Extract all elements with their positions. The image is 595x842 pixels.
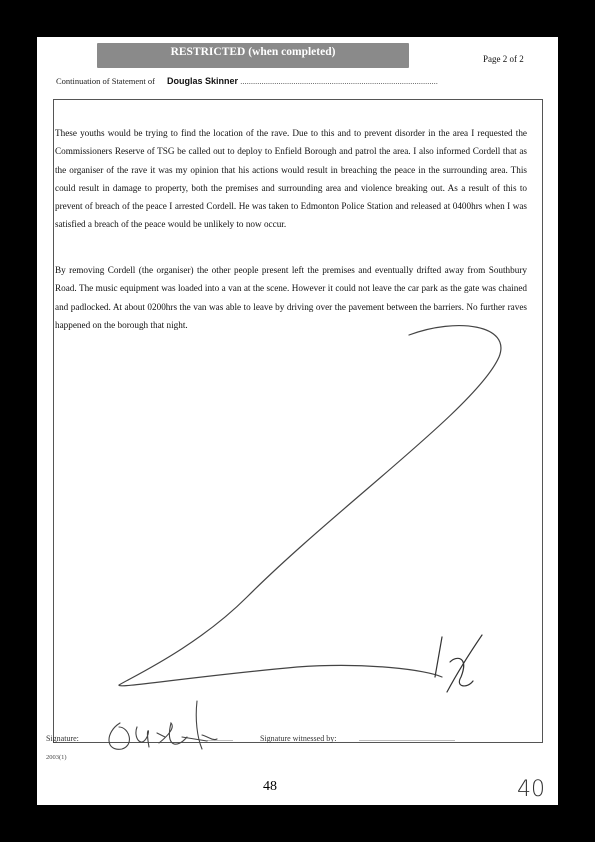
continuation-label: Continuation of Statement of — [56, 76, 155, 86]
statement-maker-name: Douglas Skinner — [167, 76, 239, 86]
statement-page — [37, 37, 558, 805]
page-number: Page 2 of 2 — [483, 54, 524, 64]
form-code: 2003(1) — [46, 754, 67, 761]
statement-paragraph: These youths would be trying to find the location of the rave. Due to this and to prevent disorder in the area I requested the Commissioners Reserve of TSG be called out to deploy to Enfield Borough and patrol the area. I also informed Cordell that as the organiser of the rave it was my opinion that his actions would result in breaching the peace in the surrounding area. This could result in damage to property, both the premises and surrounding area and violence breaking out. As a result of this to prevent of breach of the peace I arrested Cordell. He was taken to Edmonton Police Station and released at 0400hrs when I was satisfied a breach of the peace would be unlikely to now occur. — [55, 128, 527, 230]
statement-paragraph: By removing Cordell (the organiser) the other people present left the premises and eventually drifted away from Southbury Road. The music equipment was loaded into a van at the scene. However it could not leave the car park as the gate was chained and padlocked. At about 0200hrs the van was able to leave by driving over the pavement between the barriers. No further raves happened on the borough that night. — [55, 265, 527, 330]
continuation-dots: ............................................................................................. — [240, 76, 438, 86]
witnessed-dots: ................................................ — [359, 734, 455, 743]
continuation-line — [56, 76, 438, 86]
restricted-banner: RESTRICTED (when completed) — [97, 43, 409, 68]
folio-number: 48 — [263, 779, 277, 794]
handwritten-number: 40 — [517, 777, 545, 802]
witnessed-label: Signature witnessed by: — [260, 734, 337, 743]
signature-dots: ............. — [207, 734, 233, 743]
signature-label: Signature: — [46, 734, 79, 743]
